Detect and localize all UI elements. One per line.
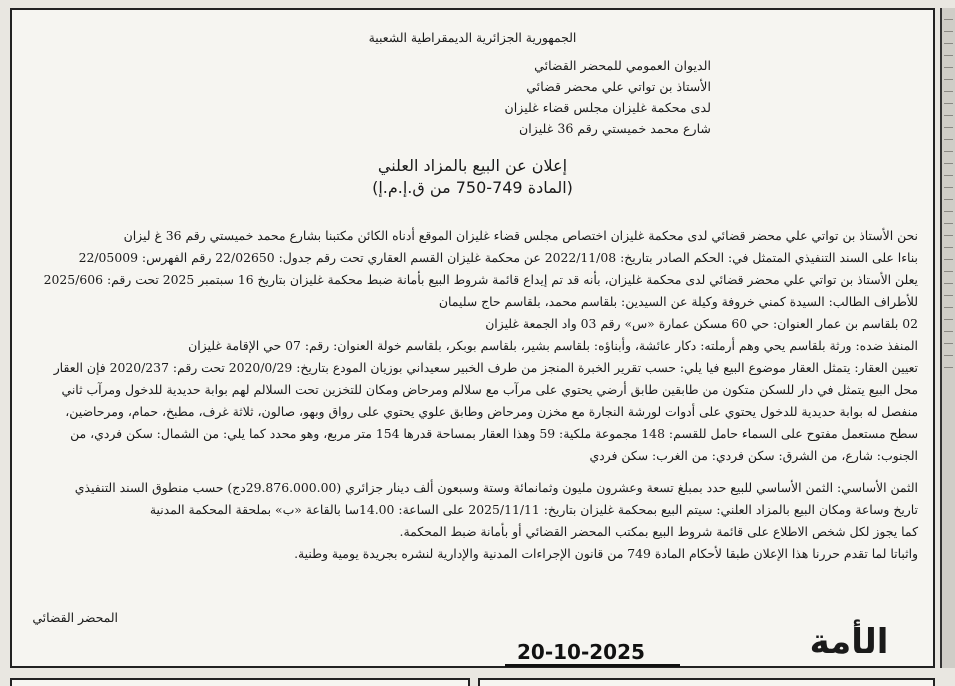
body-line: الثمن الأساسي: الثمن الأساسي للبيع حدد بمبلغ تسعة وعشرون مليون وثمانمائة وستة وسبعون ألف دينار جزائري (29.876.000.00دج) حسب منطوق السند التنفيذي (74, 480, 918, 495)
newspaper-logo: الأمة (809, 622, 889, 662)
body-line: بناءا على السند التنفيذي المتمثل في: الحكم الصادر بتاريخ: 2022/11/08 عن محكمة غليزان القسم العقاري تحت رقم جدول: 22/02650 رقم الفهرس: 22/05009 (78, 250, 918, 265)
publication-date: 20-10-2025 (517, 640, 645, 664)
date-underline (505, 664, 680, 667)
adjacent-column-edge (940, 8, 955, 668)
body-line: محل البيع يتمثل في دار للسكن متكون من طابقين طابق أرضي يحتوي على مرآب مع سلالم ومرحاض ومكان للتخزين تحت السلالم لهم بوابة حديدية للدخول ومرآب ثاني (61, 382, 918, 397)
office-line: لدى محكمة غليزان مجلس قضاء غليزان (504, 100, 711, 115)
body-line: كما يجوز لكل شخص الاطلاع على قائمة شروط البيع بمكتب المحضر القضائي أو بأمانة ضبط المحكمة. (399, 524, 918, 539)
office-line: الأستاذ بن تواتي علي محضر قضائي (526, 79, 711, 94)
office-line: الديوان العمومي للمحضر القضائي (534, 58, 711, 73)
body-line: المنفذ ضده: ورثة بلقاسم يحي وهم أرملته: دكار عائشة، وأبناؤه: بلقاسم بشير، بلقاسم بوبكر، بلقاسم خولة العنوان: رقم: 07 حي الإقامة غليزان (188, 338, 918, 353)
body-line: يعلن الأستاذ بن تواتي علي محضر قضائي لدى محكمة غليزان، بأنه قد تم إيداع قائمة شروط البيع بأمانة ضبط محكمة غليزان بتاريخ 16 سبتمبر 2025 تحت رقم: 2025/606 (43, 272, 918, 287)
body-line: نحن الأستاذ بن تواتي علي محضر قضائي لدى محكمة غليزان اختصاص مجلس قضاء غليزان الموقع أدناه الكائن مكتبنا بشارع محمد خميستي رقم 36 غ ليزان (123, 228, 918, 243)
notice-subtitle: (المادة 749-750 من ق.إ.م.إ) (372, 178, 573, 197)
next-notice-edge (478, 678, 935, 686)
body-line: منفصل له بوابة حديدية للدخول يحتوي على أدوات لورشة النجارة مع مخزن ومرحاض وطابق علوي يحتوي على رواق وبهو، صالون، ثلاثة غرف، مطبخ، حمام، ومرحاضين، (65, 404, 918, 419)
notice-title: إعلان عن البيع بالمزاد العلني (377, 156, 568, 175)
office-line: شارع محمد خميستي رقم 36 غليزان (519, 121, 711, 136)
body-line: سطح مستعمل مفتوح على السماء حامل للقسم: 148 مجموعة ملكية: 59 وهذا العقار بمساحة قدرها 154 متر مربع، وهو محدد كما يلي: من الشمال: سكن فردي، من (70, 426, 918, 441)
body-line: تاريخ وساعة ومكان البيع بالمزاد العلني: سيتم البيع بمحكمة غليزان بتاريخ: 2025/11/11 على الساعة: 14.00سا بالقاعة «ب» بملحقة المحكمة المدنية (149, 502, 918, 517)
next-notice-edge (10, 678, 470, 686)
body-line: الجنوب: شارع، من الشرق: سكن فردي: من الغرب: سكن فردي (589, 448, 918, 463)
body-line: تعيين العقار: يتمثل العقار موضوع البيع فيا يلي: حسب تقرير الخبرة المنجز من طرف الخبير سعيداني بوزيان المودع بتاريخ: 2020/0/29 تحت رقم: 2020/237 فإن العقار (53, 360, 918, 375)
republic-header: الجمهورية الجزائرية الديمقراطية الشعبية (368, 30, 577, 45)
legal-notice (10, 8, 935, 668)
body-line: 02 بلقاسم بن عمار العنوان: حي 60 مسكن عمارة «س» رقم 03 واد الجمعة غليزان (485, 316, 918, 331)
body-line: للأطراف الطالب: السيدة كمني خروفة وكيلة عن السيدين: بلقاسم محمد، بلقاسم حاج سليمان (438, 294, 918, 309)
body-line: واثباتا لما تقدم حررنا هذا الإعلان طبقا لأحكام المادة 749 من قانون الإجراءات المدنية والإدارية لنشره بجريدة يومية وطنية. (294, 546, 918, 561)
signature-label: المحضر القضائي (32, 610, 118, 625)
